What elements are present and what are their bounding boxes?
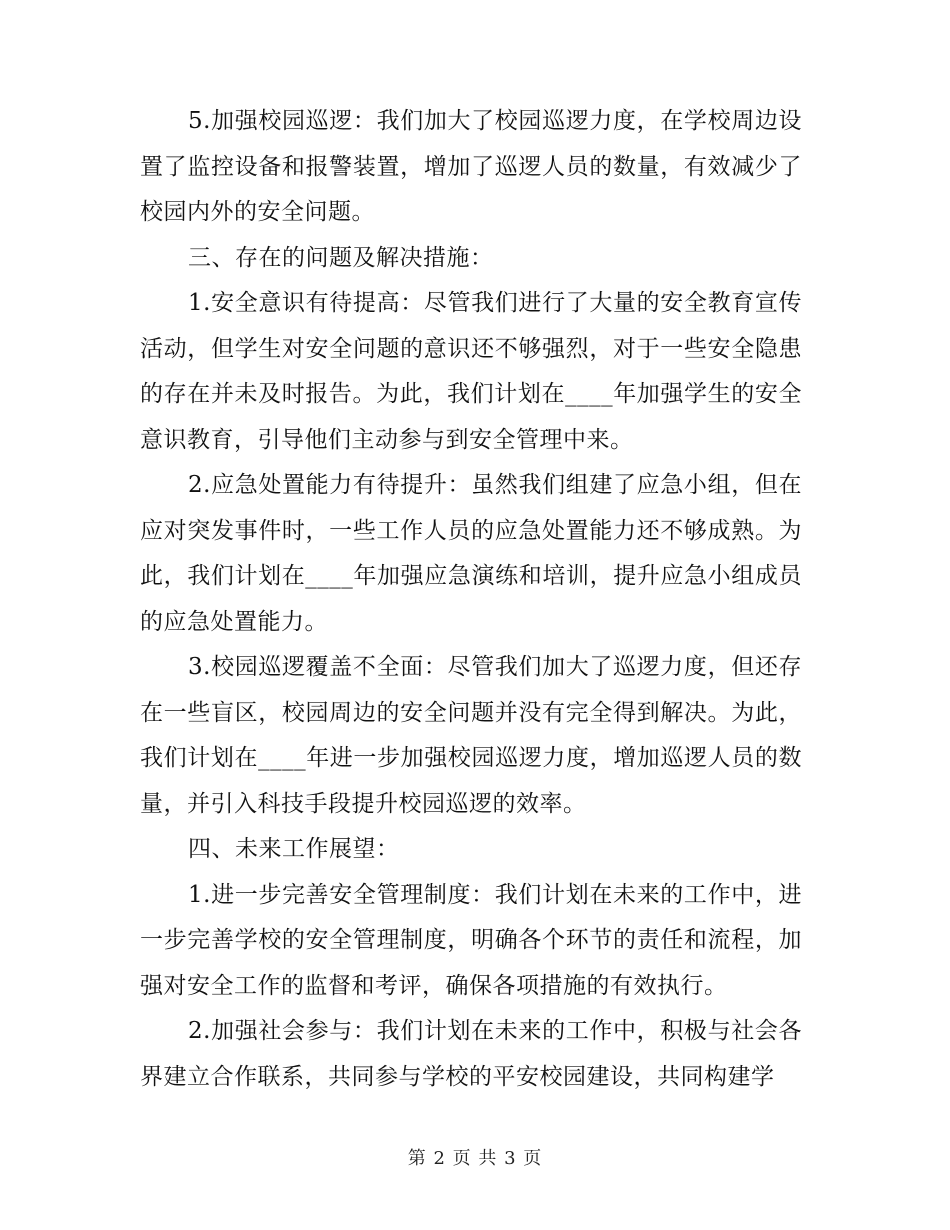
paragraph-patrol-coverage: 3.校园巡逻覆盖不全面：尽管我们加大了巡逻力度，但还存在一些盲区，校园周边的安全问题并没有完全得到解决。为此，我们计划在____年进一步加强校园巡逻力度，增加巡逻人员的数量，并引入科技手段提升校园巡逻的效率。 bbox=[140, 654, 802, 817]
document-body bbox=[140, 99, 802, 1100]
paragraph-safety-awareness: 1.安全意识有待提高：尽管我们进行了大量的安全教育宣传活动，但学生对安全问题的意识还不够强烈，对于一些安全隐患的存在并未及时报告。为此，我们计划在____年加强学生的安全意识教育，引导他们主动参与到安全管理中来。 bbox=[140, 290, 802, 453]
section-heading-outlook: 四、未来工作展望： bbox=[188, 836, 400, 862]
page-number-footer: 第 2 页 共 3 页 bbox=[407, 1148, 543, 1169]
paragraph-emergency-response: 2.应急处置能力有待提升：虽然我们组建了应急小组，但在应对突发事件时，一些工作人员的应急处置能力还不够成熟。为此，我们计划在____年加强应急演练和培训，提升应急小组成员的应急处置能力。 bbox=[140, 472, 802, 635]
section-heading-problems: 三、存在的问题及解决措施： bbox=[188, 244, 494, 271]
paragraph-management-system: 1.进一步完善安全管理制度：我们计划在未来的工作中，进一步完善学校的安全管理制度，明确各个环节的责任和流程，加强对安全工作的监督和考评，确保各项措施的有效执行。 bbox=[140, 881, 802, 999]
paragraph-social-participation: 2.加强社会参与：我们计划在未来的工作中，积极与社会各界建立合作联系，共同参与学校的平安校园建设，共同构建学 bbox=[140, 1018, 802, 1090]
paragraph-campus-patrol: 5.加强校园巡逻：我们加大了校园巡逻力度，在学校周边设置了监控设备和报警装置，增加了巡逻人员的数量，有效减少了校园内外的安全问题。 bbox=[140, 108, 802, 225]
